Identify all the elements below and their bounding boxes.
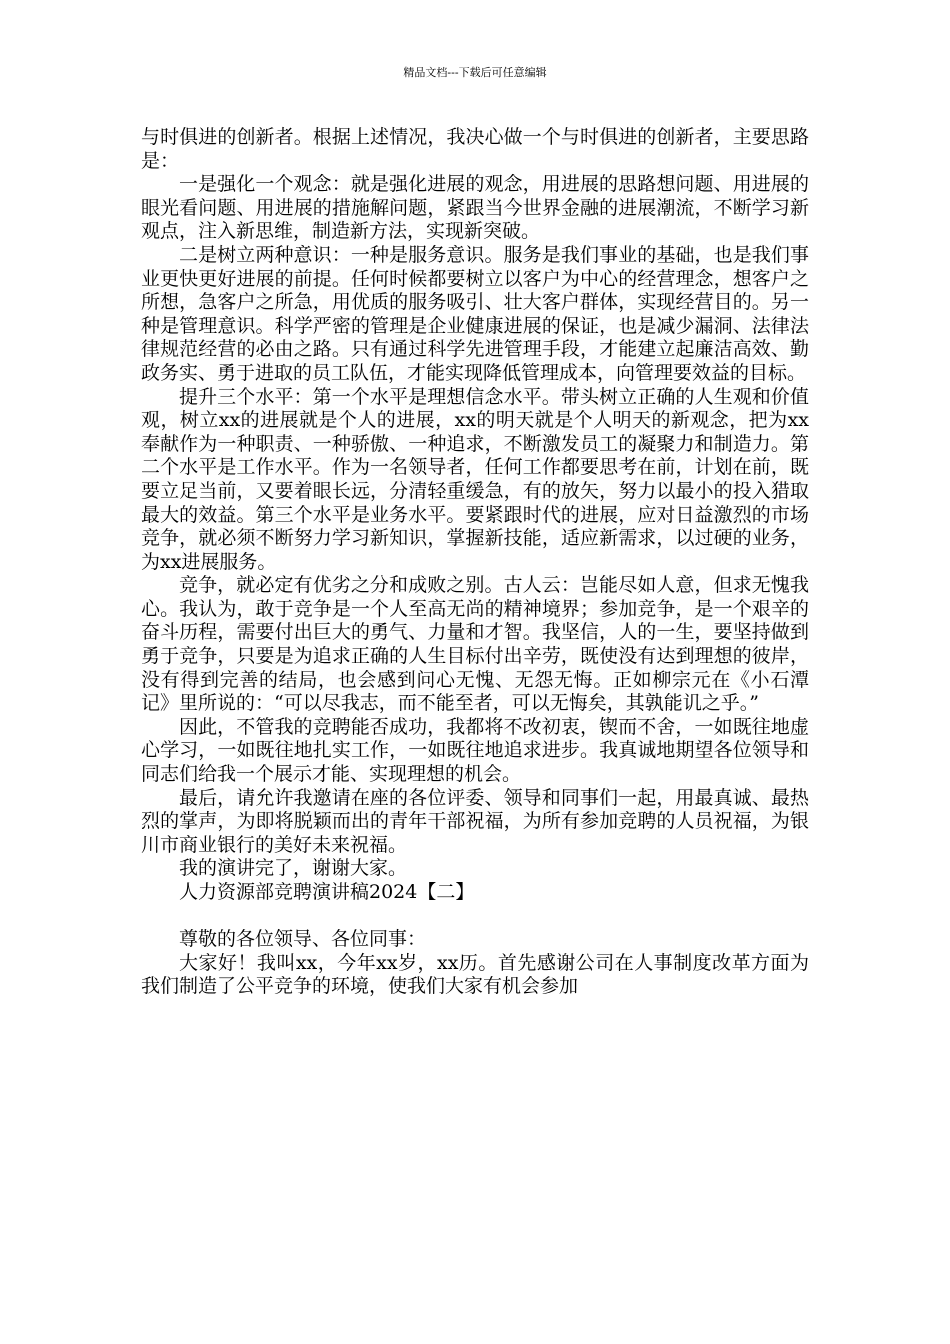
salutation: 尊敬的各位领导、各位同事： — [179, 928, 427, 951]
paragraph: 与时俱进的创新者。根据上述情况，我决心做一个与时俱进的创新者，主要思路是： — [141, 126, 809, 172]
page-header: 精品文档---下载后可任意编辑 — [403, 66, 547, 79]
document-body — [141, 126, 809, 999]
paragraph: 竞争，就必定有优劣之分和成败之别。古人云：岂能尽如人意，但求无愧我心。我认为，敢于竞争是一个人至高无尚的精神境界；参加竞争，是一个艰辛的奋斗历程，需要付出巨大的勇气、力量和才智。我坚信，人的一生，要坚持做到勇于竞争，只要是为追求正确的人生目标付出辛劳，既使没有达到理想的彼岸，没有得到完善的结局，也会感到问心无愧、无怨无悔。正如柳宗元在《小石潭记》里所说的：“可以尽我志，而不能至者，可以无悔矣，其孰能讥之乎。” — [141, 574, 809, 715]
paragraph: 最后，请允许我邀请在座的各位评委、领导和同事们一起，用最真诚、最热烈的掌声，为即将脱颖而出的青年干部祝福，为所有参加竞聘的人员祝福，为银川市商业银行的美好未来祝福。 — [141, 786, 809, 856]
paragraph: 大家好！我叫xx，今年xx岁，xx历。首先感谢公司在人事制度改革方面为我们制造了公平竞争的环境，使我们大家有机会参加 — [141, 951, 809, 998]
paragraph: 提升三个水平：第一个水平是理想信念水平。带头树立正确的人生观和价值观，树立xx的进展就是个人的进展，xx的明天就是个人明天的新观念，把为xx奉献作为一种职责、一种骄傲、一种追求，不断激发员工的凝聚力和制造力。第二个水平是工作水平。作为一名领导者，任何工作都要思考在前，计划在前，既要立足当前，又要着眼长远，分清轻重缓急，有的放矢，努力以最小的投入猎取最大的效益。第三个水平是业务水平。要紧跟时代的进展，应对日益激烈的市场竞争，就必须不断努力学习新知识，掌握新技能，适应新需求，以过硬的业务，为xx进展服务。 — [141, 385, 809, 573]
paragraph: 一是强化一个观念：就是强化进展的观念，用进展的思路想问题、用进展的眼光看问题、用进展的措施解问题，紧跟当今世界金融的进展潮流，不断学习新观点，注入新思维，制造新方法，实现新突破。 — [141, 173, 809, 243]
paragraph: 因此，不管我的竞聘能否成功，我都将不改初衷，锲而不舍，一如既往地虚心学习，一如既往地扎实工作，一如既往地追求进步。我真诚地期望各位领导和同志们给我一个展示才能、实现理想的机会。 — [141, 715, 809, 786]
blank-line — [141, 905, 809, 929]
closing-line: 我的演讲完了，谢谢大家。 — [179, 857, 408, 880]
section-title: 人力资源部竞聘演讲稿2024【二】 — [179, 881, 475, 903]
paragraph: 二是树立两种意识：一种是服务意识。服务是我们事业的基础，也是我们事业更快更好进展的前提。任何时候都要树立以客户为中心的经营理念，想客户之所想，急客户之所急，用优质的服务吸引、壮大客户群体，实现经营目的。另一种是管理意识。科学严密的管理是企业健康进展的保证，也是减少漏洞、法律法律规范经营的必由之路。只有通过科学先进管理手段，才能建立起廉洁高效、勤政务实、勇于进取的员工队伍，才能实现降低管理成本，向管理要效益的目标。 — [141, 243, 809, 384]
